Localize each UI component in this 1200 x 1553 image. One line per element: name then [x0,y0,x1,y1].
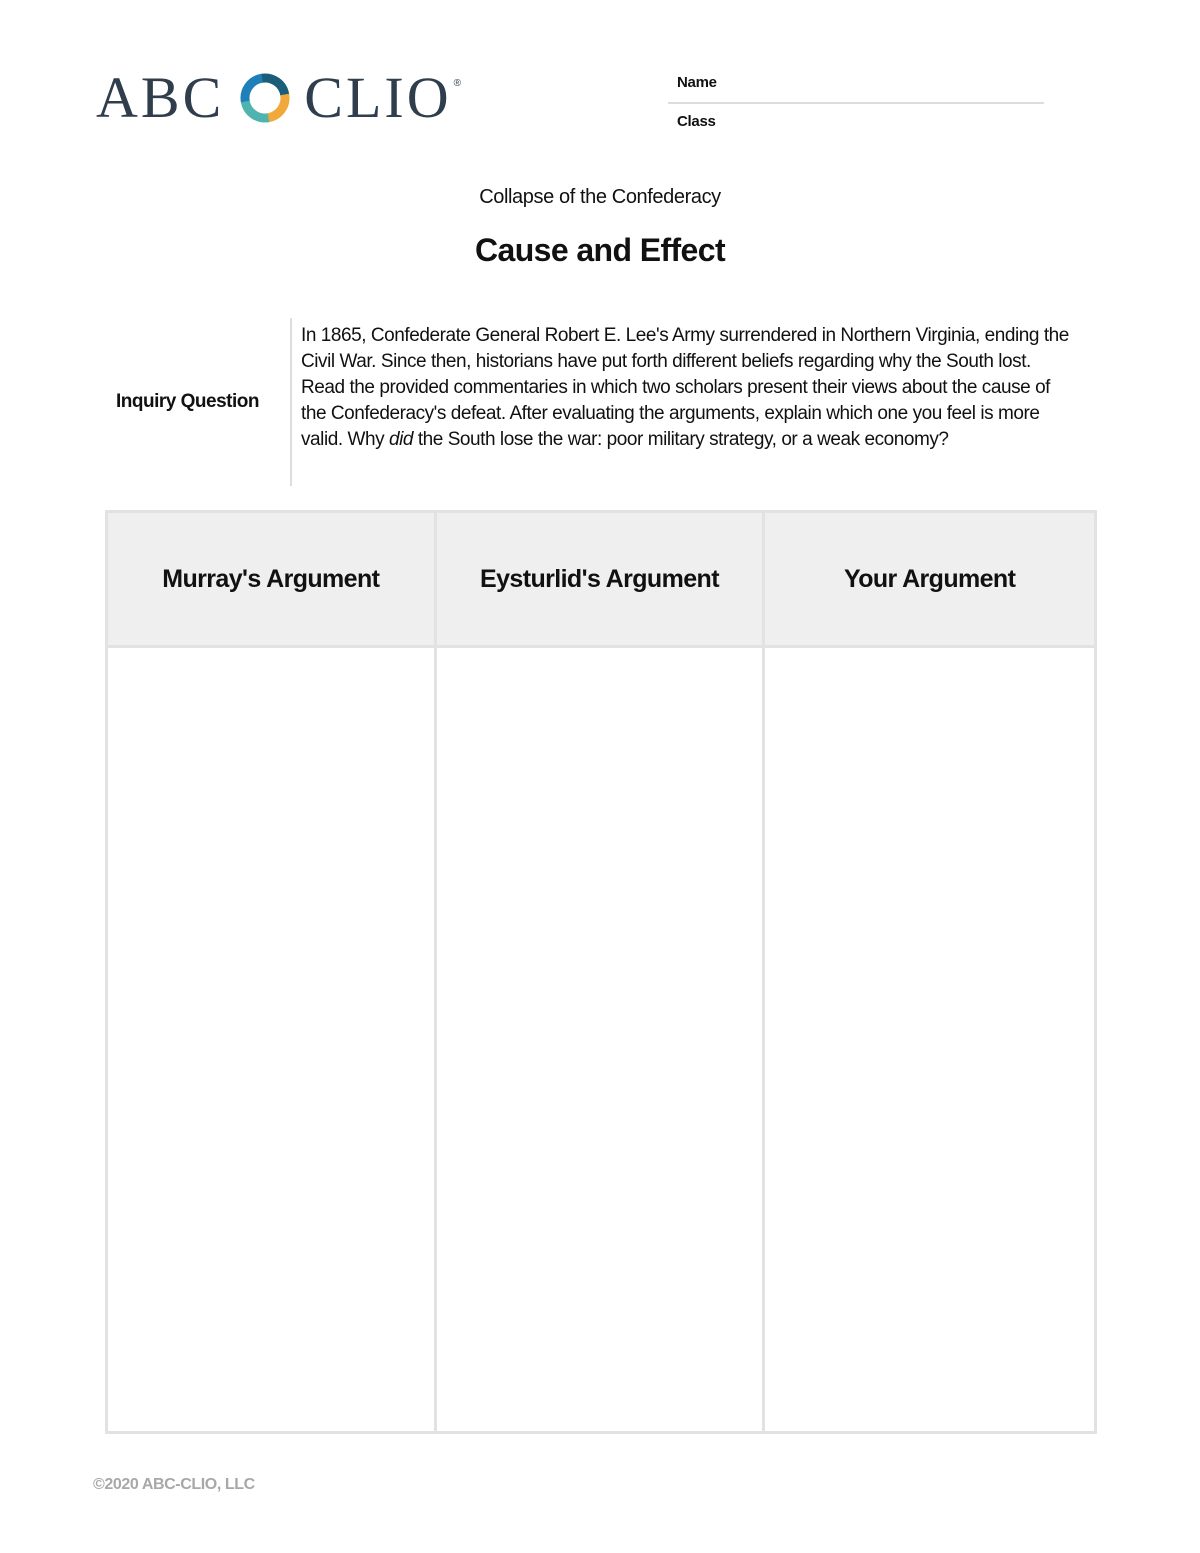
name-label: Name [677,74,717,91]
argument-table [105,510,1097,1434]
answer-cell-your-argument[interactable] [765,648,1094,1431]
answer-cell-eysturlid[interactable] [437,648,766,1431]
inquiry-divider [290,318,292,486]
worksheet-subtitle: Collapse of the Confederacy [479,186,721,208]
inquiry-text-main: In 1865, Confederate General Robert E. Lee's Army surrendered in Northern Virginia, ending the Civil War. Since then, historians have put forth different beliefs regarding why the South lost. Read the provided commentaries in which two scholars present their views about the cause of the Confederacy's defeat. After evaluating the arguments, explain which one you feel is more valid. Why [301,325,1069,450]
column-header-murray: Murray's Argument [108,513,437,648]
abc-clio-logo [96,65,461,130]
class-label: Class [677,113,716,130]
logo-registered-mark: ® [453,78,461,89]
logo-text-clio: CLIO [304,65,452,130]
logo-text-abc: ABC [96,65,225,130]
inquiry-text-end: the South lose the war: poor military strategy, or a weak economy? [412,429,949,450]
inquiry-question-text [301,323,1076,453]
name-field[interactable] [668,72,1044,104]
column-header-eysturlid: Eysturlid's Argument [437,513,766,648]
inquiry-text-emphasis: did [388,429,413,450]
column-header-your-argument: Your Argument [765,513,1094,648]
worksheet-title: Cause and Effect [474,232,726,268]
copyright-footer: ©2020 ABC-CLIO, LLC [93,1476,255,1493]
logo-ring-icon [238,71,292,125]
answer-cell-murray[interactable] [108,648,437,1431]
inquiry-question-label: Inquiry Question [116,391,259,412]
